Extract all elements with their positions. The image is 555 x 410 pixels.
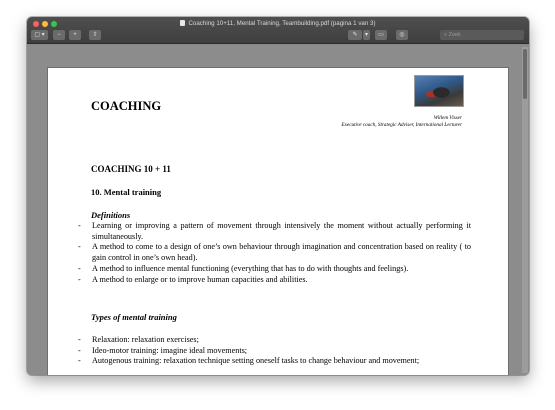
list-item — [78, 221, 471, 242]
list-item — [78, 346, 471, 357]
list-dash: - — [78, 345, 81, 355]
section-heading: COACHING 10 + 11 — [91, 164, 171, 174]
sidebar-toggle-button[interactable] — [31, 30, 48, 40]
vertical-scrollbar[interactable] — [522, 47, 528, 373]
list-item — [78, 242, 471, 263]
list-dash: - — [78, 356, 81, 366]
author-name: Willem Visser — [433, 115, 462, 121]
list-item — [78, 264, 471, 275]
list-dash: - — [78, 221, 81, 230]
title-bar — [27, 17, 529, 44]
window-title-text: Coaching 10+11, Mental Training, Teambuilding.pdf (pagina 1 van 3) — [188, 20, 376, 27]
sidebar-icon: ▢ ▾ — [34, 32, 45, 38]
zoom-in-icon: + — [73, 32, 77, 38]
list-item-text: A method to come to a design of one’s own behaviour through imagination and concentration based on reality ( to gain control in one’s own head). — [92, 242, 471, 263]
definitions-title: Definitions — [91, 210, 131, 220]
zoom-out-button[interactable] — [53, 30, 65, 40]
list-dash: - — [78, 335, 81, 344]
types-list — [78, 335, 471, 367]
annotate-button[interactable] — [396, 30, 408, 40]
markup-dropdown-button[interactable] — [363, 30, 370, 40]
definitions-list — [78, 221, 471, 285]
markup-button[interactable] — [348, 30, 362, 40]
list-item-text: Autogenous training: relaxation technique setting oneself tasks to change behaviour and movement; — [92, 356, 420, 366]
rotate-icon: ▭ — [378, 32, 384, 38]
pdf-page — [47, 67, 509, 375]
list-item — [78, 356, 471, 367]
list-item — [78, 275, 471, 286]
zoom-out-icon: − — [57, 32, 61, 38]
list-item-text: A method to influence mental functioning (everything that has to do with thoughts and feelings). — [92, 263, 409, 273]
chapter-heading: 10. Mental training — [91, 187, 162, 197]
window-title — [27, 19, 529, 28]
list-item — [78, 335, 471, 346]
share-button[interactable] — [89, 30, 101, 40]
page-heading: COACHING — [91, 99, 162, 113]
document-viewer[interactable] — [27, 45, 529, 375]
pen-icon: ✎ — [352, 32, 358, 38]
zoom-in-button[interactable] — [69, 30, 81, 40]
scrollbar-thumb[interactable] — [523, 49, 527, 99]
list-item-text: Learning or improving a pattern of movement through intensively the moment without actually performing it simultaneously. — [92, 221, 471, 241]
search-placeholder: Zoek — [448, 32, 461, 38]
author-title: Executive coach, Strategic Adviser, International Lecturer — [341, 121, 462, 128]
pdf-document-icon — [180, 20, 185, 26]
search-input[interactable]: ⌕ Zoek — [440, 30, 524, 40]
list-item-text: A method to enlarge or to improve human capacities and abilities. — [92, 274, 308, 284]
pdf-viewer-window — [27, 17, 529, 375]
list-item-text: Relaxation: relaxation exercises; — [92, 335, 199, 344]
chevron-down-icon: ▾ — [364, 32, 368, 38]
list-item-text: Ideo-motor training: imagine ideal movements; — [92, 345, 248, 355]
rotate-button[interactable] — [375, 30, 387, 40]
list-dash: - — [78, 263, 81, 273]
types-title: Types of mental training — [91, 312, 177, 322]
share-icon: ⇧ — [92, 32, 98, 38]
author-block — [341, 115, 462, 128]
author-photo — [414, 75, 464, 107]
annotate-icon: ◎ — [399, 32, 405, 38]
list-dash: - — [78, 274, 81, 284]
list-dash: - — [78, 242, 81, 252]
